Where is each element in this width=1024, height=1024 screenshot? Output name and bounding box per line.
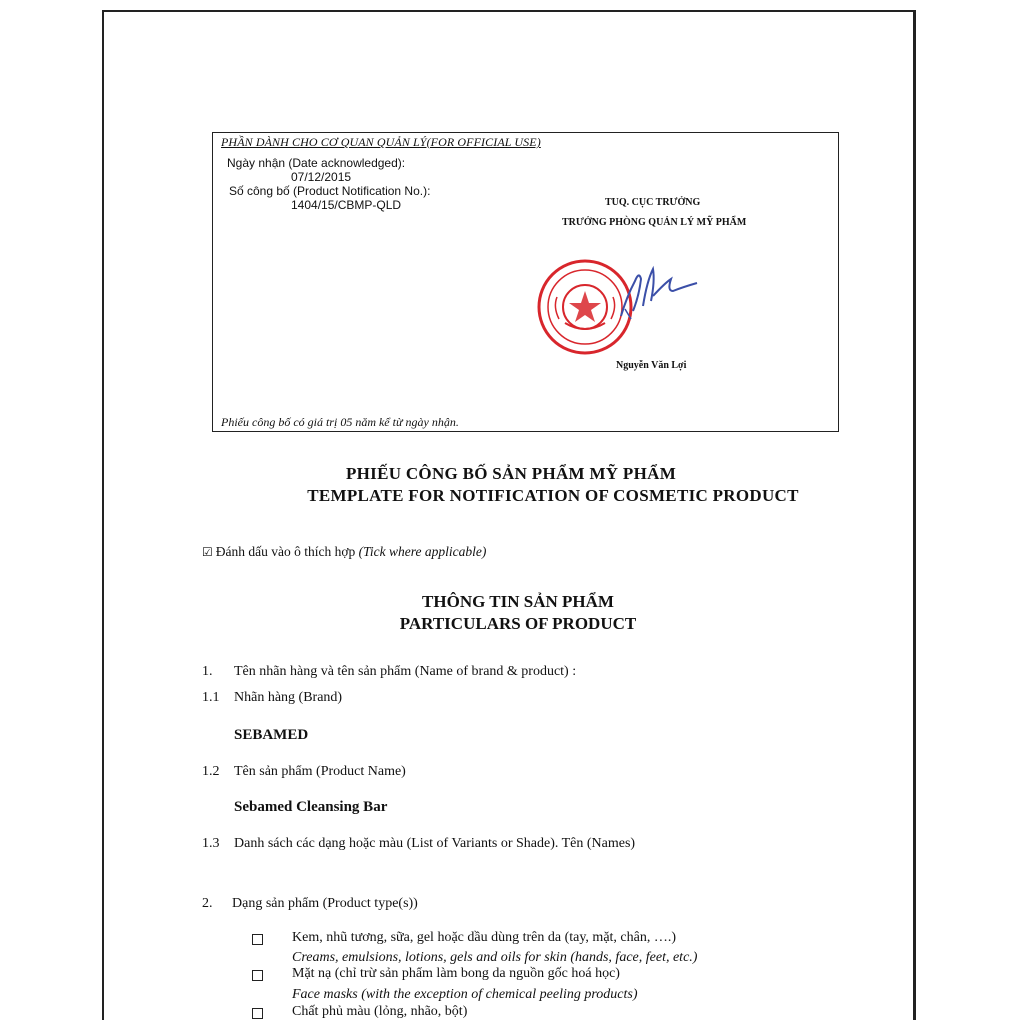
item-1-2-text: Tên sản phẩm (Product Name): [234, 764, 406, 779]
date-acknowledged-label: Ngày nhận (Date acknowledged):: [227, 156, 406, 170]
official-use-header: PHẦN DÀNH CHO CƠ QUAN QUẢN LÝ(FOR OFFICIAL USE): [221, 135, 541, 149]
signer-title-2: TRƯỞNG PHÒNG QUẢN LÝ MỸ PHẨM: [562, 217, 747, 228]
notification-number-value: 1404/15/CBMP-QLD: [291, 198, 402, 212]
product-type-en: Face masks (with the exception of chemical peeling products): [292, 987, 638, 1002]
signer-title-1: TUQ. CỤC TRƯỞNG: [605, 197, 701, 208]
product-name-value: Sebamed Cleansing Bar: [234, 799, 388, 815]
item-2: [202, 896, 418, 912]
official-use-box: [212, 132, 839, 432]
notification-number-label: Số công bố (Product Notification No.):: [229, 184, 431, 198]
item-1-1: [202, 690, 342, 706]
item-1-number: 1.: [202, 664, 213, 679]
item-1-text: Tên nhãn hàng và tên sản phẩm (Name of brand & product) :: [234, 664, 577, 679]
document-title-en: TEMPLATE FOR NOTIFICATION OF COSMETIC PRODUCT: [307, 486, 799, 505]
product-type-vn: Kem, nhũ tương, sữa, gel hoặc dầu dùng trên da (tay, mặt, chân, ….): [292, 930, 677, 945]
item-1-1-number: 1.1: [202, 690, 220, 705]
document-title-vn: PHIẾU CÔNG BỐ SẢN PHẨM MỸ PHẨM: [345, 464, 677, 483]
item-2-text: Dạng sản phẩm (Product type(s)): [232, 896, 418, 911]
item-1-3: [202, 836, 635, 852]
document-page: [102, 10, 916, 1020]
signer-name: Nguyễn Văn Lợi: [616, 360, 687, 371]
validity-note: Phiếu công bố có giá trị 05 năm kể từ ngày nhận.: [221, 415, 459, 429]
item-1-1-text: Nhãn hàng (Brand): [234, 690, 343, 705]
product-type-checkbox[interactable]: [252, 1008, 263, 1019]
item-1-2: [202, 764, 406, 780]
product-type-vn: Mặt nạ (chỉ trừ sản phẩm làm bong da nguồn gốc hoá học): [292, 966, 620, 981]
section-title-vn: THÔNG TIN SẢN PHẨM: [422, 592, 614, 611]
ticked-checkbox-icon: ☑: [202, 545, 213, 559]
product-type-vn: Chất phủ màu (lỏng, nhão, bột): [292, 1004, 468, 1019]
item-1: [202, 664, 576, 680]
item-1-3-text: Danh sách các dạng hoặc màu (List of Variants or Shade). Tên (Names): [234, 836, 636, 851]
tick-instruction: [202, 544, 486, 560]
date-acknowledged-value: 07/12/2015: [291, 170, 352, 184]
section-title-en: PARTICULARS OF PRODUCT: [399, 614, 637, 633]
product-type-checkbox[interactable]: [252, 934, 263, 945]
signature-icon: [613, 261, 703, 321]
item-2-number: 2.: [202, 896, 213, 911]
product-type-checkbox[interactable]: [252, 970, 263, 981]
brand-value: SEBAMED: [234, 727, 309, 743]
product-type-en: Creams, emulsions, lotions, gels and oils for skin (hands, face, feet, etc.): [292, 950, 698, 965]
item-1-3-number: 1.3: [202, 836, 220, 851]
item-1-2-number: 1.2: [202, 764, 220, 779]
tick-instruction-vn: Đánh dấu vào ô thích hợp: [215, 544, 356, 559]
tick-instruction-en: (Tick where applicable): [358, 544, 487, 559]
